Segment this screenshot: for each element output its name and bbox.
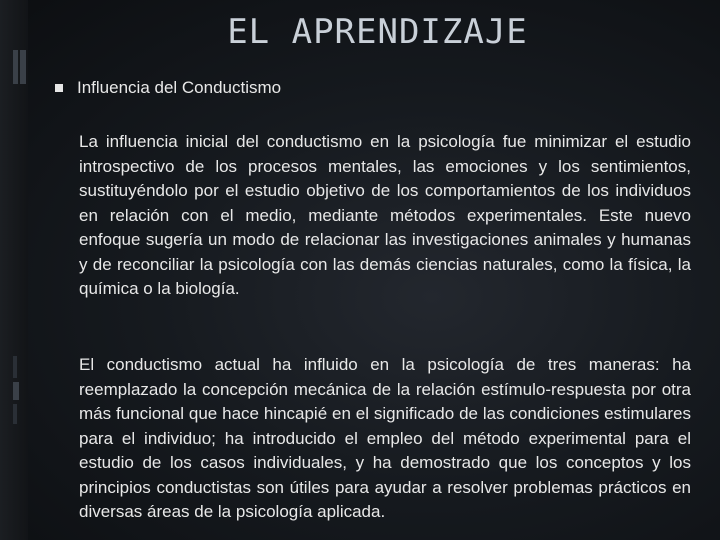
bullet-label: Influencia del Conductismo [77, 78, 282, 97]
decorative-bar [13, 404, 17, 424]
decorative-bar [20, 50, 26, 84]
slide-title: EL APRENDIZAJE [227, 12, 528, 52]
decorative-bar [13, 50, 18, 84]
decorative-bar [13, 382, 19, 400]
paragraph-2: El conductismo actual ha influido en la psicología de tres maneras: ha reemplazado la concepción mecánica de la relación estímulo-respuesta por otra más funcional que hace hincapié en el significado de las condiciones estimulares para el individuo; ha introducido el empleo del método experimental para el estudio de los casos individuales, y ha demostrado que los conceptos y los principios conductistas son útiles para ayudar a resolver problemas prácticos en diversas áreas de la psicología aplicada. [79, 355, 691, 521]
bullet-item [55, 78, 281, 98]
decorative-bar [13, 356, 17, 378]
square-bullet-icon [55, 84, 63, 92]
paragraph-1: La influencia inicial del conductismo en la psicología fue minimizar el estudio introspectivo de los procesos mentales, las emociones y los sentimientos, sustituyéndolo por el estudio objetivo de los comportamientos de los individuos en relación con el medio, mediante métodos experimentales. Este nuevo enfoque sugería un modo de relacionar las investigaciones animales y humanas y de reconciliar la psicología con las demás ciencias naturales, como la física, la química o la biología. [79, 132, 691, 298]
